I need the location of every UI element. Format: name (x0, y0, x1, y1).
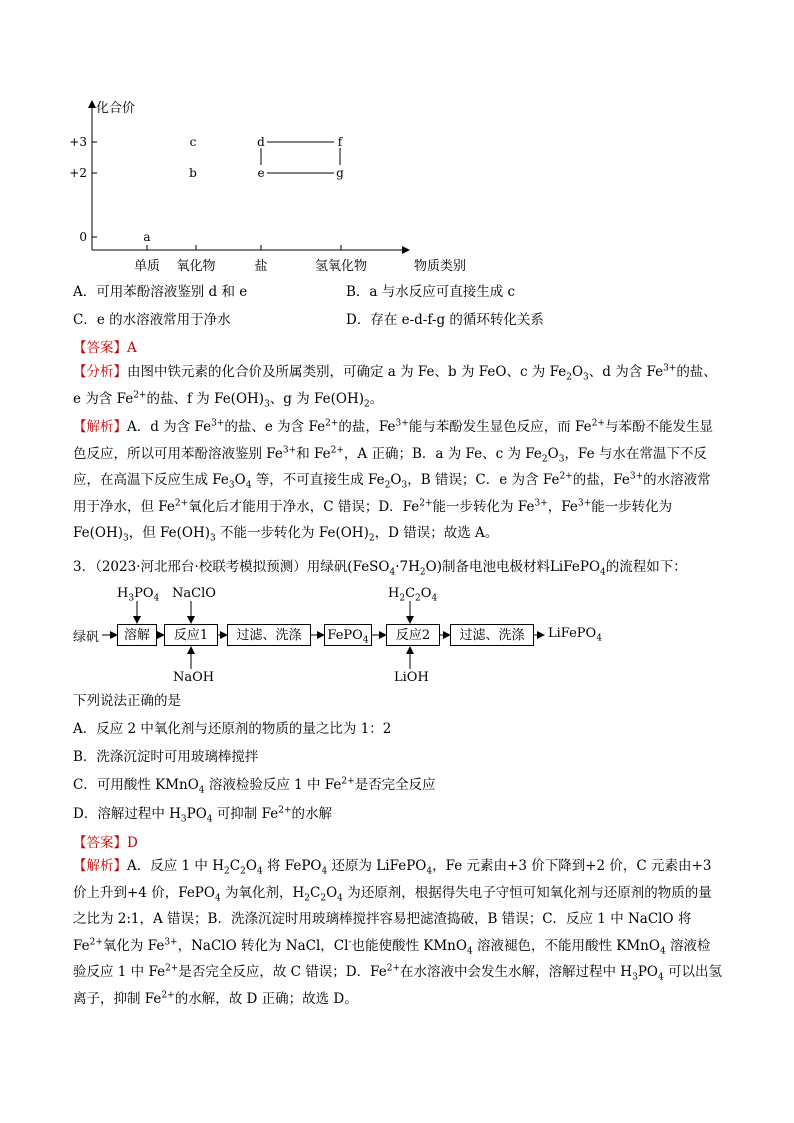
answer-tag: 【答案】 (73, 835, 127, 851)
q3-number: 3． (73, 559, 96, 575)
flow-start: 绿矾 (73, 630, 100, 645)
flow-input-lioh: LiOH (394, 670, 429, 685)
q3-text1: 用绿矾 (306, 559, 348, 575)
y-tick-label: +2 (69, 166, 87, 180)
q2-explanation: 【解析】A．d 为含 $Fe^{3+}$的盐、e 为含 $Fe^{2+}$的盐，$Fe^{3+}$能与苯酚发生显色反应，而 $Fe^{2+}$与苯酚不能发生显色反应，所以可用苯酚溶液鉴别 $Fe^{3+}$和 $Fe^{2+}$，A 正确；B．a 为 Fe、c 为 $Fe_2O_3$，Fe 与水在常温下不反应，在高温下反应生成 $Fe_3O_4$ 等，不可直接生成 $Fe_2O_3$，B 错误；C．e 为含 $Fe^{2+}$的盐，$Fe^{3+}$的水溶液常用于净水，但 $Fe^{2+}$氧化后才能用于净水，C 错误；D．$Fe^{2+}$能一步转化为 $Fe^{3+}$，$Fe^{3+}$能一步转化为 $Fe(OH)_3$，但 $Fe(OH)_3$ 不能一步转化为 $Fe(OH)_2$，D 错误；故选 A。 (73, 418, 713, 545)
flow-input-naclo: NaClO (172, 586, 216, 601)
answer-value: A (127, 340, 137, 356)
point-d: d (257, 135, 265, 149)
q3-option-a: A．反应 2 中氧化剂与还原剂的物质的量之比为 1：2 (73, 721, 392, 737)
q3-explanation: 【解析】A．反应 1 中 $H_2C_2O_4$ 将 FePO$_4$ 还原为 LiFePO$_4$，Fe 元素由+3 价下降到+2 价，C 元素由+3 价上升到+4 价，FePO$_4$ 为氧化剂，$H_2C_2O_4$ 为还原剂，根据得失电子守恒可知氧化剂与还原剂的物质的量之比为 2:1，A 错误；B．洗涤沉淀时用玻璃棒搅拌容易把滤渣捣破，B 错误；C．反应 1 中 NaClO 将 $Fe^{2+}$氧化为 $Fe^{3+}$，NaClO 转化为 NaCl，Cl-也能使酸性 KMnO$_4$ 溶液褪色，不能用酸性 KMnO$_4$ 溶液检验反应 1 中 $Fe^{2+}$是否完全反应，故 C 错误；D．$Fe^{2+}$在水溶液中会发生水解，溶解过程中 $H_3PO_4$ 可以出氢离子，抑制 $Fe^{2+}$的水解，故 D 正确；故选 D。 (73, 858, 723, 1007)
flow-box-fepo4: FePO$_4$ (324, 624, 372, 646)
x-tick-label: 氧化物 (176, 259, 216, 274)
y-tick-label: +3 (69, 135, 87, 149)
flow-box-reaction1: 反应1 (164, 624, 218, 646)
point-c: c (189, 135, 197, 149)
x-axis-label: 物质类别 (413, 259, 467, 274)
explain-tag: 【解析】 (73, 858, 127, 874)
q3-option-b: B．洗涤沉淀时可用玻璃棒搅拌 (73, 749, 259, 765)
q3-option-c: C．可用酸性 KMnO$_4$ 溶液检验反应 1 中 $Fe^{2+}$是否完全反应 (73, 776, 436, 796)
flow-box-filter1: 过滤、洗涤 (227, 624, 311, 646)
answer-tag: 【答案】 (73, 340, 127, 356)
q2-option-a: A．可用苯酚溶液鉴别 d 和 e (73, 284, 248, 300)
q2-analysis: 【分析】由图中铁元素的化合价及所属类别，可确定 a 为 Fe、b 为 FeO、c 为 $Fe_2O_3$、d 为含 $Fe^{3+}$的盐、e 为含 $Fe^{2+}$的盐、f 为 $Fe(OH)_3$、g 为 $Fe(OH)_2$。 (73, 363, 717, 410)
q3-stem: 3．（2023·河北邢台·校联考模拟预测）用绿矾$(FeSO_4\cdot 7H_2O)$制备电池电极材料LiFePO$_4$的流程如下： (73, 559, 687, 578)
y-tick-label: 0 (79, 230, 87, 244)
x-tick-label: 单质 (133, 259, 161, 274)
point-a: a (143, 230, 151, 244)
flow-box-dissolve: 溶解 (117, 624, 157, 646)
q2-answer (73, 339, 137, 357)
flow-end: LiFePO$_4$ (548, 626, 602, 644)
q3-answer (73, 834, 138, 852)
point-e: e (257, 166, 265, 180)
q3-source: （2023·河北邢台·校联考模拟预测） (95, 559, 307, 575)
q2-option-b: B．a 与水反应可直接生成 c (346, 284, 516, 300)
y-axis-arrow (88, 100, 96, 108)
point-b: b (189, 166, 197, 180)
point-g: g (336, 166, 344, 180)
valence-chart (0, 0, 794, 280)
flow-box-reaction2: 反应2 (386, 624, 440, 646)
x-axis-arrow (402, 246, 410, 254)
flow-box-filter2: 过滤、洗涤 (450, 624, 534, 646)
y-axis-label: 化合价 (96, 101, 136, 116)
flow-input-h3po4: $H_3PO_4$ (117, 586, 160, 604)
answer-value: D (127, 835, 138, 851)
q3-option-d: D．溶解过程中 $H_3PO_4$ 可抑制 $Fe^{2+}$的水解 (73, 805, 332, 825)
q3-text2: 制备电池电极材料 (441, 559, 550, 575)
analysis-tag: 【分析】 (73, 364, 127, 380)
q2-option-d: D．存在 e-d-f-g 的循环转化关系 (346, 312, 544, 328)
x-tick-label: 氢氧化物 (314, 259, 368, 274)
q3-text3: 的流程如下： (605, 559, 687, 575)
point-f: f (337, 135, 343, 149)
flow-input-naoh: NaOH (173, 670, 215, 685)
explain-tag: 【解析】 (73, 419, 127, 435)
x-tick-label: 盐 (254, 259, 268, 274)
q3-question: 下列说法正确的是 (73, 693, 181, 709)
flow-input-h2c2o4: $H_2C_2O_4$ (388, 586, 438, 604)
q2-option-c: C．e 的水溶液常用于净水 (73, 312, 231, 328)
